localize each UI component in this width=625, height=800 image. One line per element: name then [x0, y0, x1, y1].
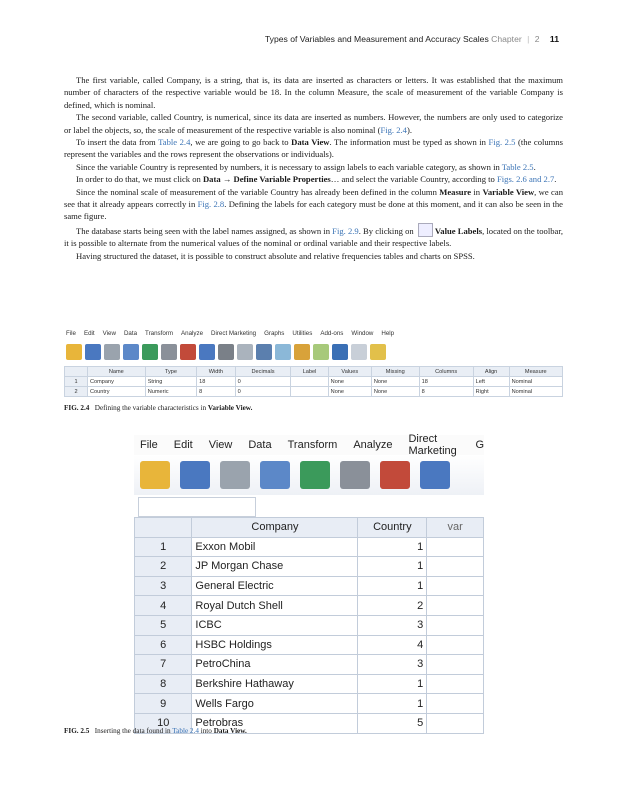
table-row[interactable]: 5 ICBC 3 [135, 615, 484, 635]
redo-icon[interactable] [340, 461, 370, 489]
value-labels-icon[interactable] [313, 344, 329, 360]
menu-file[interactable]: File [66, 329, 76, 337]
header-chapter: Chapter [491, 34, 522, 44]
col-columns: Columns [419, 367, 473, 377]
header-chapter-num: 2 [534, 34, 540, 44]
table-row[interactable]: 10 Petrobras 5 [135, 713, 484, 733]
paragraph-5: In order to do that, we must click on Data → Define Variable Properties… and select the variable Country, according to Figs. 2.6 and 2.7. [76, 174, 557, 185]
fig-2-4-link[interactable]: Fig. 2.4 [380, 124, 407, 135]
header-title: Types of Variables and Measurement and Accuracy Scales [264, 34, 489, 44]
table-row[interactable]: 4 Royal Dutch Shell 2 [135, 596, 484, 616]
running-header: Types of Variables and Measurement and Accuracy Scales Chapter | 2 11 [264, 34, 559, 44]
col-measure: Measure [509, 367, 562, 377]
undo-icon[interactable] [300, 461, 330, 489]
menu-transform[interactable]: Transform [145, 329, 174, 337]
fig-2-9-link[interactable]: Fig. 2.9 [332, 225, 359, 236]
figure-2-5 [134, 433, 484, 730]
paragraph-3: To insert the data from Table 2.4, we are going to go back to Data View. The information must be typed as shown in Fig. 2.5 (the columns represent the variables and the rows represent the observations or individuals). [64, 137, 564, 160]
open-icon[interactable] [66, 344, 82, 360]
figure-2-5-caption: FIG. 2.5 Inserting the data found in Table 2.4 into Data View. [64, 727, 247, 735]
select-cases-icon[interactable] [294, 344, 310, 360]
col-width: Width [197, 367, 235, 377]
menu-view[interactable]: View [102, 329, 116, 337]
col-name: Name [88, 367, 146, 377]
undo-icon[interactable] [142, 344, 158, 360]
cell-reference-bar [134, 495, 484, 518]
data-view-grid [134, 517, 484, 734]
figs-2-6-2-7-link[interactable]: Figs. 2.6 and 2.7 [497, 174, 555, 185]
table-row[interactable]: 3 General Electric 1 [135, 576, 484, 596]
col-align: Align [473, 367, 509, 377]
print-icon[interactable] [104, 344, 120, 360]
figure-2-4 [64, 328, 563, 398]
variable-view-header [65, 367, 563, 377]
page-number: 11 [549, 34, 559, 44]
menu-direct-marketing[interactable]: Direct Marketing [211, 329, 257, 337]
variable-view-grid [64, 366, 563, 397]
table-2-5-link[interactable]: Table 2.5 [501, 161, 534, 172]
redo-icon[interactable] [161, 344, 177, 360]
menu-direct-marketing[interactable]: Direct Marketing [408, 433, 457, 457]
goto-case-icon[interactable] [180, 344, 196, 360]
goto-variable-icon[interactable] [420, 461, 450, 489]
table-row[interactable]: 2 Country Numeric 8 0 None None 8 Right Nominal [65, 387, 563, 397]
dialog-recall-icon[interactable] [260, 461, 290, 489]
fig-2-8-link[interactable]: Fig. 2.8 [197, 199, 225, 210]
table-row[interactable]: 8 Berkshire Hathaway 1 [135, 674, 484, 694]
value-labels-icon [418, 223, 433, 237]
col-label: Label [291, 367, 328, 377]
find-icon[interactable] [218, 344, 234, 360]
menu-edit[interactable]: Edit [83, 329, 95, 337]
col-company[interactable]: Company [192, 518, 358, 538]
table-row[interactable]: 9 Wells Fargo 1 [135, 694, 484, 714]
open-icon[interactable] [140, 461, 170, 489]
col-values: Values [328, 367, 371, 377]
fig24-menubar [64, 328, 563, 338]
paragraph-1: The first variable, called Company, is a string, that is, its data are inserted as characters or letters. It was established that the maximum number of characters of the respective variable would be 18. In the column Measure, the scale of measurement of the variable Company is defined, which is nominal. [64, 75, 563, 110]
menu-analyze[interactable]: Analyze [181, 329, 204, 337]
fig25-toolbar [134, 455, 484, 495]
menu-help[interactable]: Help [381, 329, 395, 337]
table-2-4-caption-link[interactable]: Table 2.4 [172, 727, 199, 735]
paragraph-7: The database starts being seen with the label names assigned, as shown in Fig. 2.9. By clicking on Value Labels, located on the toolbar, it is possible to alternate from the numerical values of the nominal or ordinal variable and their respective labels. [64, 223, 563, 250]
menu-graphs-cut[interactable]: G [475, 439, 484, 451]
fig25-menubar [134, 435, 484, 455]
spelling-icon[interactable] [370, 344, 386, 360]
use-sets-icon[interactable] [332, 344, 348, 360]
figure-2-4-caption: FIG. 2.4 Defining the variable characteristics in Variable View. [64, 404, 253, 412]
menu-analyze[interactable]: Analyze [353, 439, 393, 451]
menu-utilities[interactable]: Utilities [292, 329, 313, 337]
fig24-toolbar [64, 341, 565, 363]
menu-window[interactable]: Window [351, 329, 374, 337]
paragraph-6: Since the nominal scale of measurement of the variable Country has already been defined in the column Measure in Variable View, we can see that it already appears correctly in Fig. 2.8. Defining the labels for each category must be done at this moment, and it can also be seen in the same figure. [64, 186, 563, 222]
table-2-4-link[interactable]: Table 2.4 [158, 137, 191, 148]
menu-transform[interactable]: Transform [287, 439, 338, 451]
table-row[interactable]: 1 Exxon Mobil 1 [135, 537, 484, 557]
menu-add-ons[interactable]: Add-ons [320, 329, 344, 337]
table-row[interactable]: 6 HSBC Holdings 4 [135, 635, 484, 655]
col-decimals: Decimals [235, 367, 291, 377]
save-icon[interactable] [85, 344, 101, 360]
menu-data[interactable]: Data [248, 439, 272, 451]
weight-cases-icon[interactable] [275, 344, 291, 360]
menu-view[interactable]: View [208, 439, 233, 451]
table-row[interactable]: 2 JP Morgan Chase 1 [135, 557, 484, 577]
dialog-recall-icon[interactable] [123, 344, 139, 360]
goto-variable-icon[interactable] [199, 344, 215, 360]
paragraph-2: The second variable, called Country, is numerical, since its data are inserted as numbers. However, the numbers are only used to categorize or label the objects, so, the scale of measurement of the respective variable is also nominal (Fig. 2.4). [64, 112, 563, 135]
insert-cases-icon[interactable] [237, 344, 253, 360]
col-missing: Missing [371, 367, 419, 377]
paragraph-4: Since the variable Country is represented by numbers, it is necessary to assign labels to each variable category, as shown in Table 2.5. [76, 161, 536, 172]
col-country[interactable]: Country [358, 518, 427, 538]
menu-graphs[interactable]: Graphs [264, 329, 285, 337]
data-view-header [135, 518, 484, 538]
body-text [64, 74, 563, 262]
menu-data[interactable]: Data [123, 329, 138, 337]
col-type: Type [145, 367, 196, 377]
menu-edit[interactable]: Edit [173, 439, 193, 451]
split-file-icon[interactable] [256, 344, 272, 360]
col-var[interactable]: var [427, 518, 484, 538]
save-icon[interactable] [180, 461, 210, 489]
cell-reference-input[interactable] [138, 497, 256, 517]
table-row[interactable]: 7 PetroChina 3 [135, 655, 484, 675]
table-row[interactable]: 1 Company String 18 0 None None 18 Left Nominal [65, 377, 563, 387]
paragraph-8: Having structured the dataset, it is possible to construct absolute and relative frequencies tables and charts on SPSS. [76, 250, 475, 261]
menu-file[interactable]: File [140, 439, 158, 451]
print-icon[interactable] [220, 461, 250, 489]
show-all-variables-icon[interactable] [351, 344, 367, 360]
fig-2-5-link[interactable]: Fig. 2.5 [488, 137, 516, 148]
goto-case-icon[interactable] [380, 461, 410, 489]
